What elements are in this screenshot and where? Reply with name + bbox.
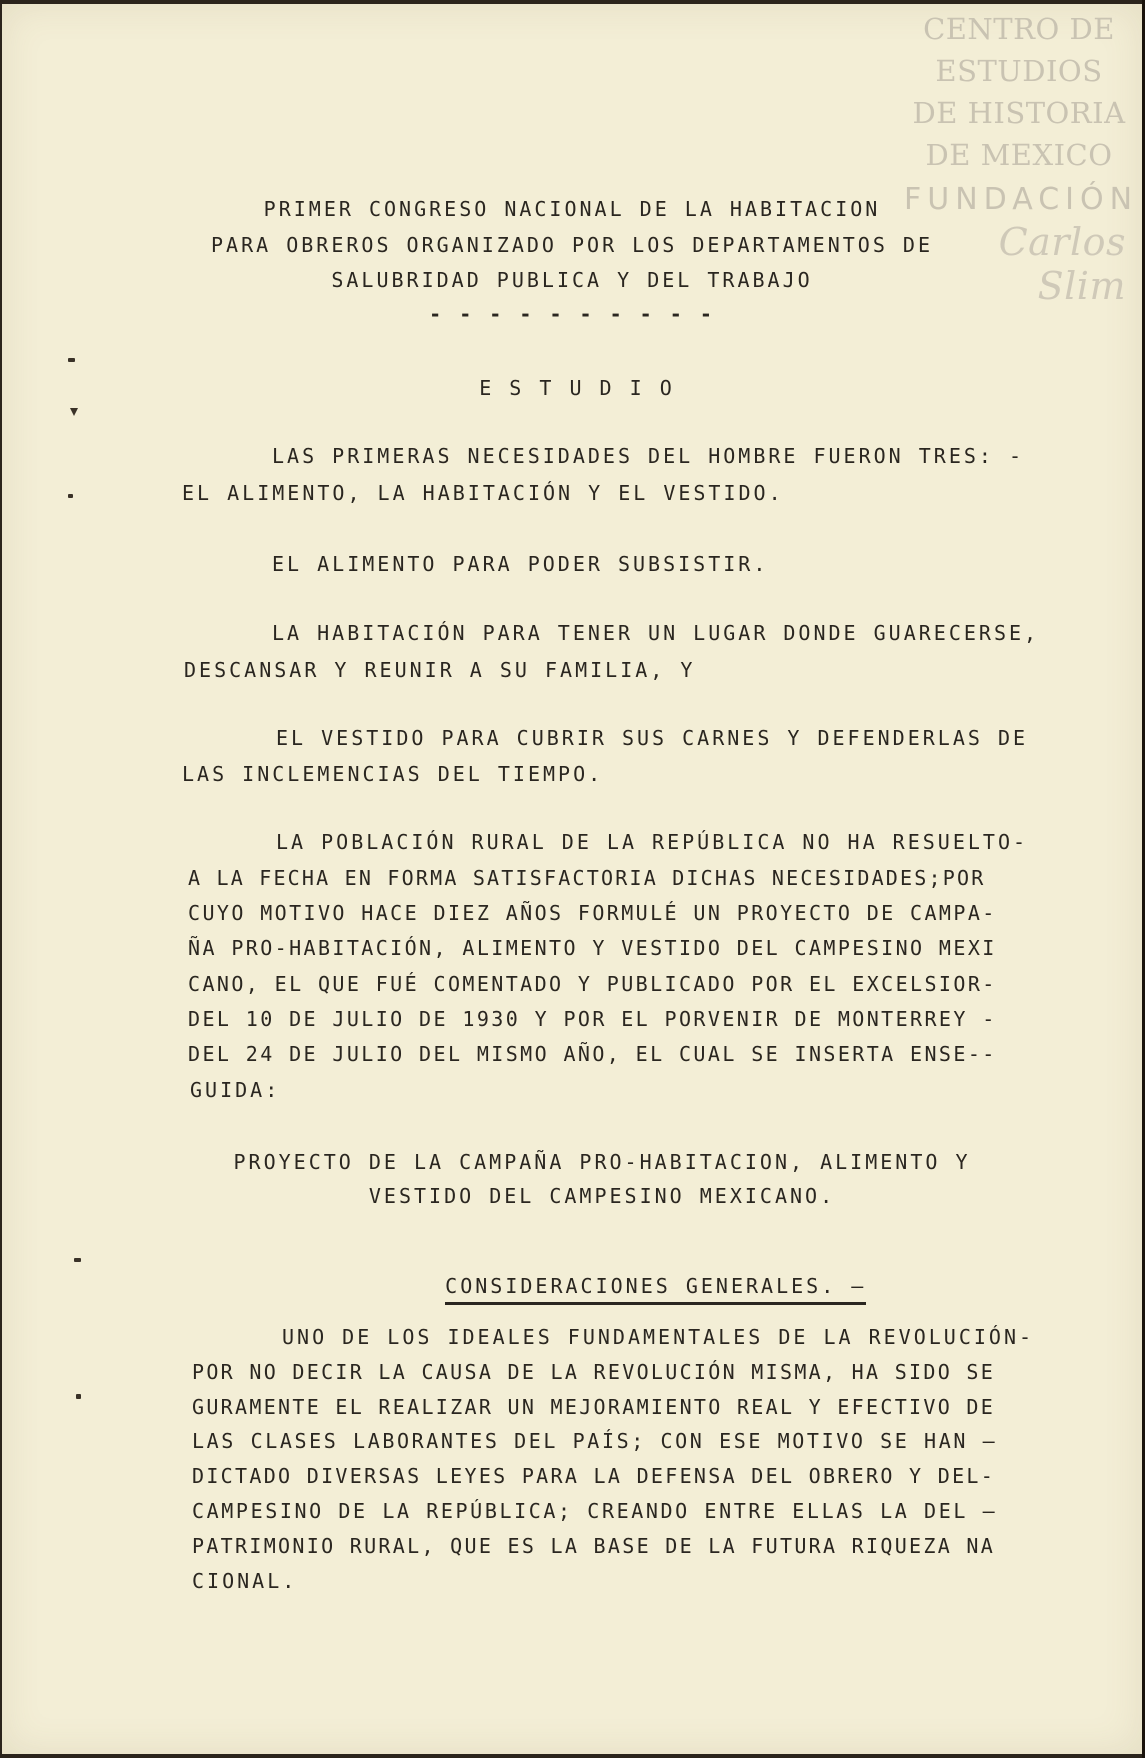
paragraph-line: CUYO MOTIVO HACE DIEZ AÑOS FORMULÉ UN PROYECTO DE CAMPA- <box>188 901 997 925</box>
paragraph-line: DEL 10 DE JULIO DE 1930 Y POR EL PORVENIR DE MONTERREY - <box>188 1007 997 1031</box>
watermark <box>904 8 1139 308</box>
subheading-text: CONSIDERACIONES GENERALES. — <box>445 1274 866 1305</box>
paragraph-line: GURAMENTE EL REALIZAR UN MEJORAMIENTO REAL Y EFECTIVO DE <box>192 1395 996 1419</box>
paragraph-line: GUIDA: <box>190 1078 281 1102</box>
header-line-3: SALUBRIDAD PUBLICA Y DEL TRABAJO <box>331 268 813 292</box>
paragraph-line: LAS INCLEMENCIAS DEL TIEMPO. <box>182 762 604 786</box>
paragraph-line: POR NO DECIR LA CAUSA DE LA REVOLUCIÓN MISMA, HA SIDO SE <box>192 1360 996 1384</box>
header-line-2: PARA OBREROS ORGANIZADO POR LOS DEPARTAMENTOS DE <box>211 233 933 257</box>
paragraph-line: DICTADO DIVERSAS LEYES PARA LA DEFENSA DEL OBRERO Y DEL- <box>192 1464 996 1488</box>
paragraph-line: CIONAL. <box>192 1569 298 1593</box>
paragraph-line: CANO, EL QUE FUÉ COMENTADO Y PUBLICADO POR EL EXCELSIOR- <box>188 972 997 996</box>
paragraph-line: DEL 24 DE JULIO DEL MISMO AÑO, EL CUAL SE INSERTA ENSE-- <box>188 1042 997 1066</box>
header-line-1: PRIMER CONGRESO NACIONAL DE LA HABITACION <box>263 197 881 221</box>
paragraph-line: A LA FECHA EN FORMA SATISFACTORIA DICHAS NECESIDADES;POR <box>188 866 986 890</box>
paragraph-line: LA POBLACIÓN RURAL DE LA REPÚBLICA NO HA RESUELTO- <box>276 830 1029 854</box>
section-title: E S T U D I O <box>479 376 675 400</box>
watermark-fundacion: FUNDACIÓN <box>904 182 1139 217</box>
watermark-line: CENTRO DE <box>923 12 1115 46</box>
watermark-line: ESTUDIOS <box>935 54 1103 88</box>
paragraph-line: EL VESTIDO PARA CUBRIR SUS CARNES Y DEFENDERLAS DE <box>276 726 1029 750</box>
watermark-signature: Carlos Slim <box>998 220 1126 308</box>
header-divider: - - - - - - - - - - <box>429 302 715 326</box>
paragraph-line: LAS CLASES LABORANTES DEL PAÍS; CON ESE MOTIVO SE HAN — <box>192 1429 998 1453</box>
project-title-line-2: VESTIDO DEL CAMPESINO MEXICANO. <box>368 1184 836 1208</box>
document-page <box>2 4 1142 1754</box>
margin-mark <box>68 358 75 362</box>
paragraph-line: LAS PRIMERAS NECESIDADES DEL HOMBRE FUERON TRES: - <box>272 444 1025 468</box>
watermark-line: DE MEXICO <box>925 138 1113 172</box>
paragraph-line: EL ALIMENTO, LA HABITACIÓN Y EL VESTIDO. <box>182 481 784 505</box>
paragraph-line: EL ALIMENTO PARA PODER SUBSISTIR. <box>272 552 769 576</box>
paragraph-line: LA HABITACIÓN PARA TENER UN LUGAR DONDE GUARECERSE, <box>272 621 1040 645</box>
margin-mark <box>74 1258 81 1262</box>
project-title-line-1: PROYECTO DE LA CAMPAÑA PRO-HABITACION, ALIMENTO Y <box>233 1150 971 1174</box>
margin-mark <box>76 1394 81 1399</box>
paragraph-line: ÑA PRO-HABITACIÓN, ALIMENTO Y VESTIDO DEL CAMPESINO MEXI <box>188 936 997 960</box>
subheading <box>385 1250 866 1322</box>
paragraph-line: UNO DE LOS IDEALES FUNDAMENTALES DE LA REVOLUCIÓN- <box>282 1325 1035 1349</box>
paragraph-line: DESCANSAR Y REUNIR A SU FAMILIA, Y <box>184 658 696 682</box>
margin-mark <box>70 408 78 416</box>
watermark-line: DE HISTORIA <box>912 96 1126 130</box>
paragraph-line: CAMPESINO DE LA REPÚBLICA; CREANDO ENTRE ELLAS LA DEL — <box>192 1499 998 1523</box>
margin-mark <box>68 494 73 498</box>
paragraph-line: PATRIMONIO RURAL, QUE ES LA BASE DE LA FUTURA RIQUEZA NA <box>192 1534 996 1558</box>
